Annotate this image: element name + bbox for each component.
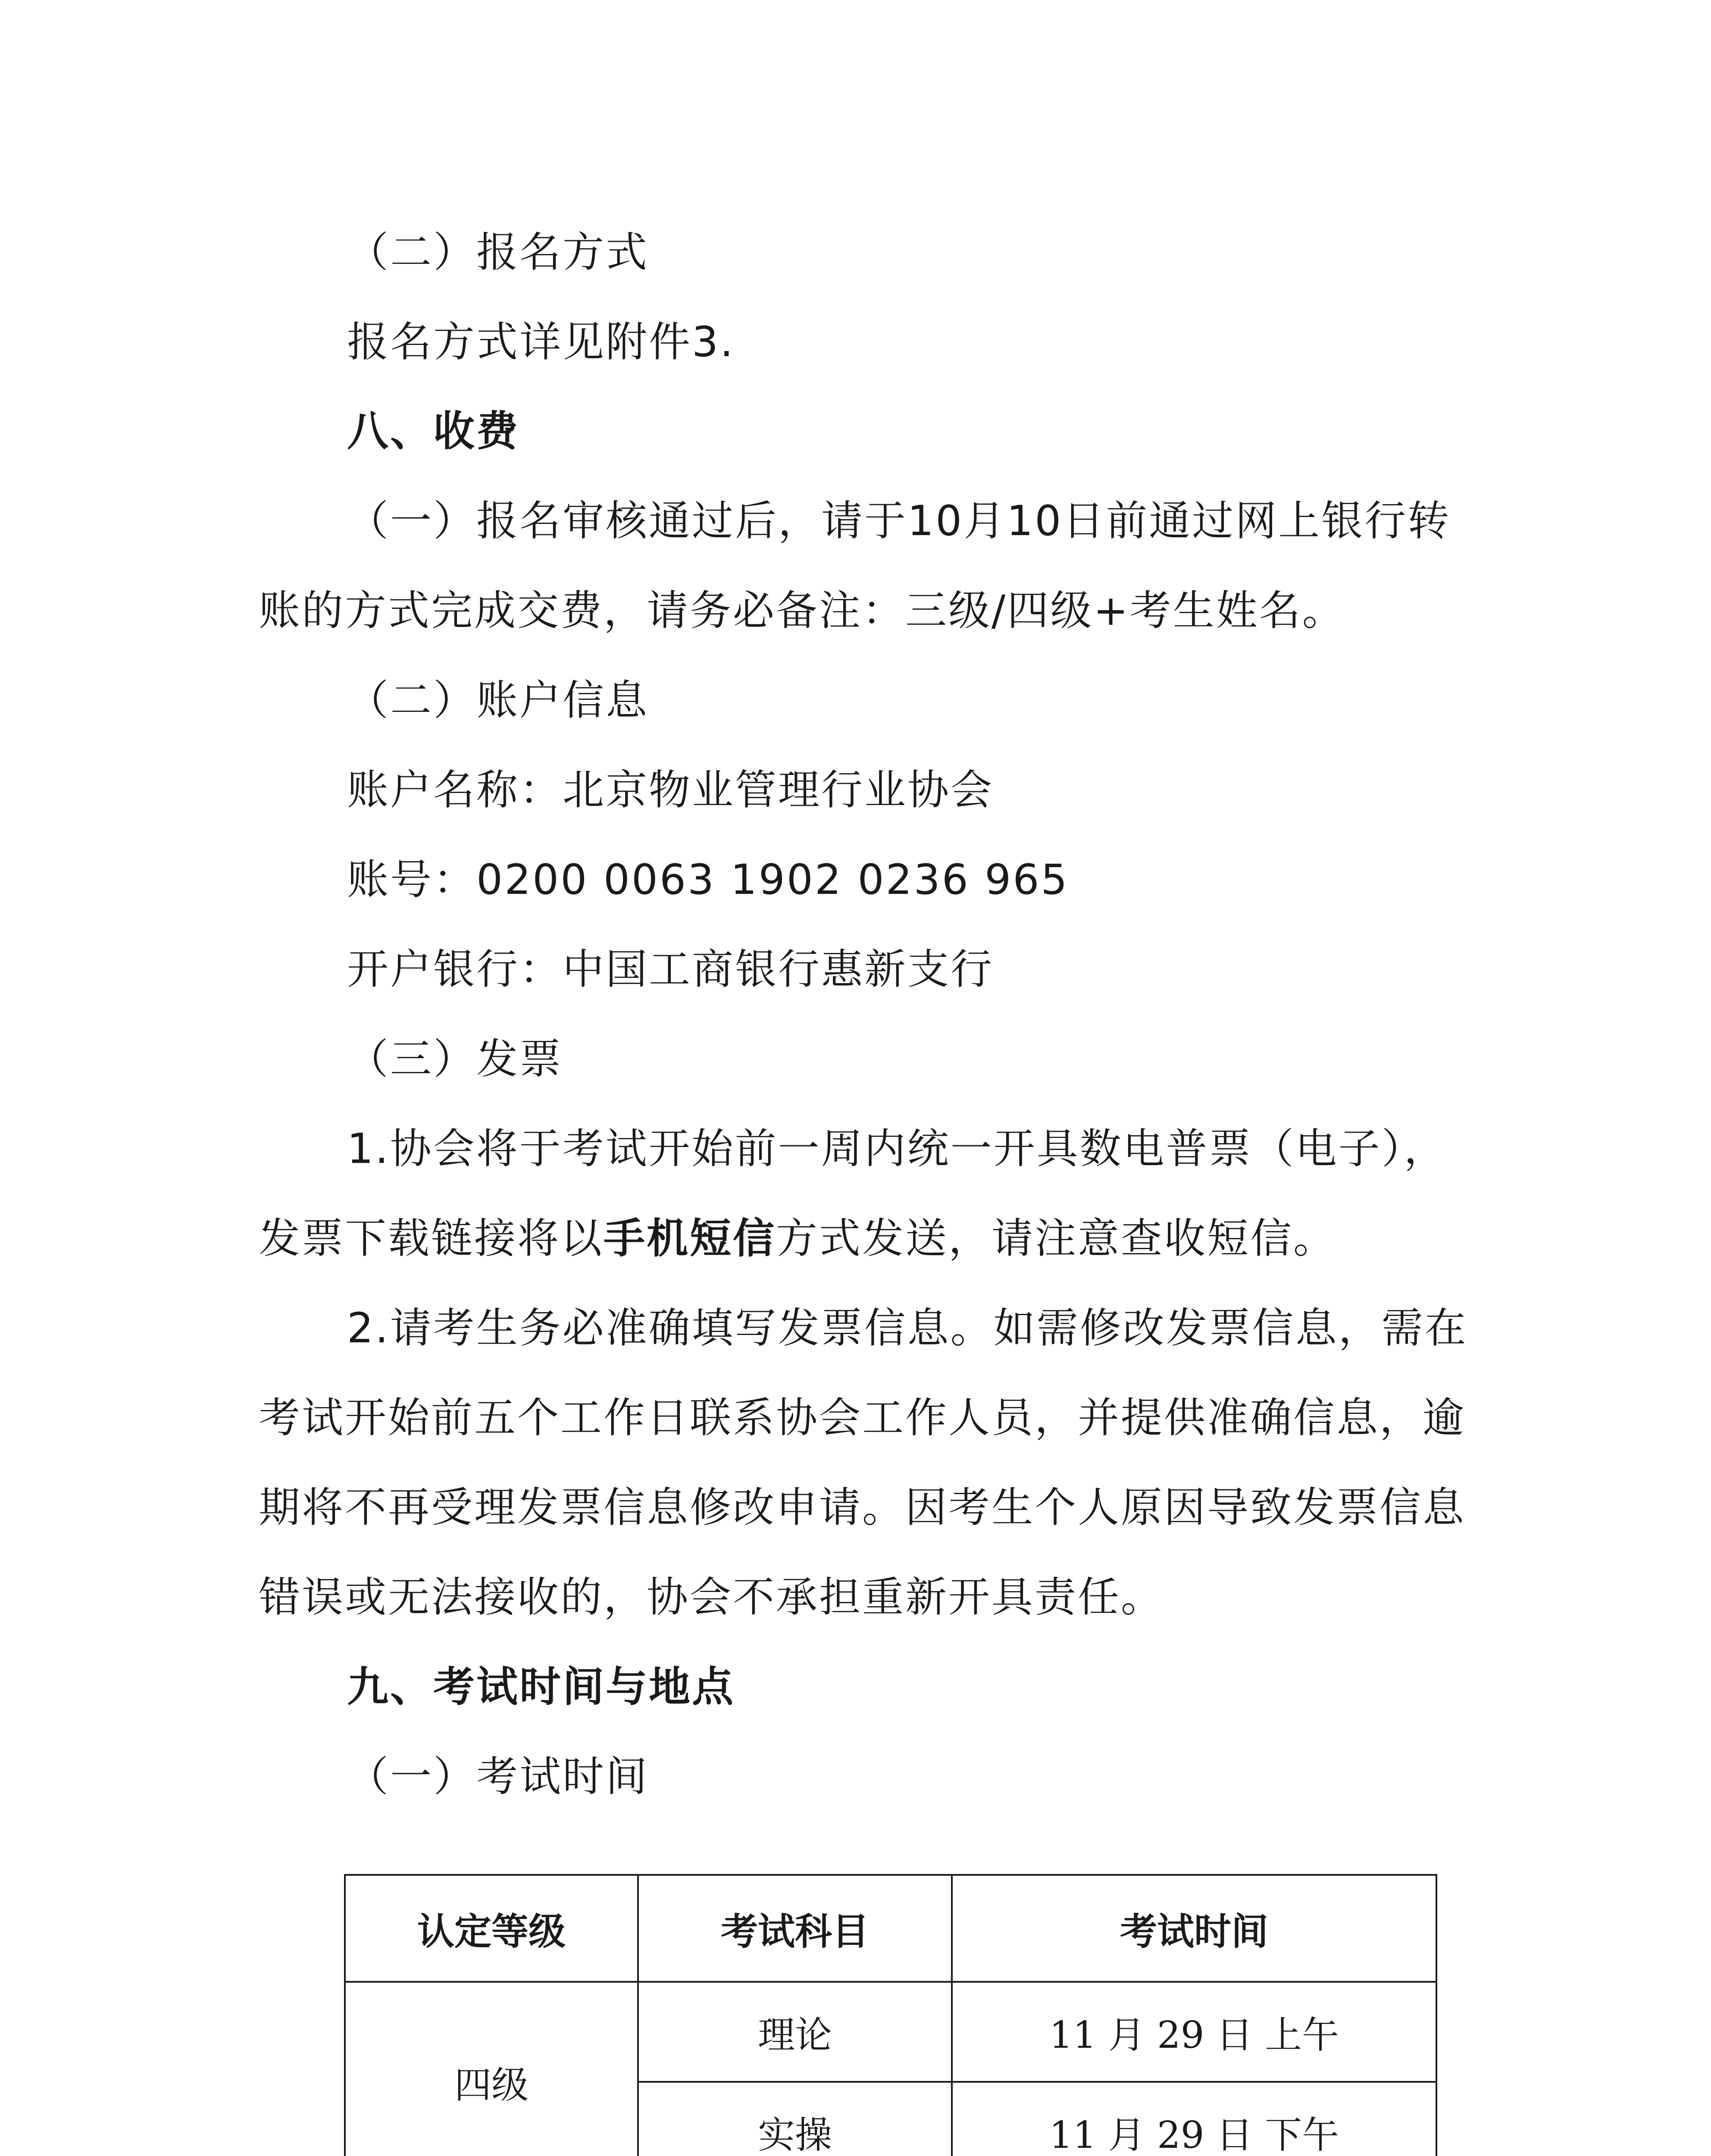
cell-time: 11 月 29 日 下午 <box>952 2082 1436 2156</box>
paragraph-registration-detail: 报名方式详见附件3. <box>347 318 735 366</box>
header-subject: 考试科目 <box>638 1875 952 1982</box>
account-number: 账号：0200 0063 1902 0236 965 <box>347 856 1069 904</box>
exam-schedule-table <box>344 1874 1437 2156</box>
invoice-text-before: 发票下载链接将以 <box>259 1214 604 1263</box>
cell-subject: 理论 <box>638 1982 952 2082</box>
paragraph-invoice-2-line-4: 错误或无法接收的，协会不承担重新开具责任。 <box>259 1573 1164 1621</box>
subsection-exam-time: （一）考试时间 <box>347 1752 649 1801</box>
paragraph-invoice-2-line-3: 期将不再受理发票信息修改申请。因考生个人原因导致发票信息 <box>259 1483 1466 1532</box>
cell-subject: 实操 <box>638 2082 952 2156</box>
invoice-text-emphasis: 手机短信 <box>604 1214 776 1263</box>
subsection-invoice: （三）发票 <box>347 1035 563 1083</box>
paragraph-invoice-2-line-2: 考试开始前五个工作日联系协会工作人员，并提供准确信息，逾 <box>259 1394 1466 1442</box>
account-bank: 开户银行：中国工商银行惠新支行 <box>347 945 994 993</box>
header-level: 认定等级 <box>345 1875 638 1982</box>
account-name: 账户名称：北京物业管理行业协会 <box>347 766 994 814</box>
section-heading-fees: 八、收费 <box>347 407 519 455</box>
subsection-account-info: （二）账户信息 <box>347 676 649 724</box>
paragraph-payment-line-2: 账的方式完成交费，请务必备注：三级/四级+考生姓名。 <box>259 586 1345 635</box>
cell-time: 11 月 29 日 上午 <box>952 1982 1436 2082</box>
paragraph-invoice-1-line-1: 1.协会将于考试开始前一周内统一开具数电普票（电子）， <box>347 1125 1447 1173</box>
subsection-registration-method: （二）报名方式 <box>347 228 649 276</box>
paragraph-invoice-2-line-1: 2.请考生务必准确填写发票信息。如需修改发票信息，需在 <box>347 1304 1468 1352</box>
table-row <box>345 1982 1436 2082</box>
paragraph-payment-line-1: （一）报名审核通过后，请于10月10日前通过网上银行转 <box>347 497 1451 545</box>
table-header-row <box>345 1875 1436 1982</box>
cell-level: 四级 <box>345 1982 638 2156</box>
header-time: 考试时间 <box>952 1875 1436 1982</box>
paragraph-invoice-1-line-2 <box>259 1213 1336 1264</box>
section-heading-exam-time-location: 九、考试时间与地点 <box>347 1663 735 1711</box>
invoice-text-after: 方式发送，请注意查收短信。 <box>776 1214 1336 1263</box>
